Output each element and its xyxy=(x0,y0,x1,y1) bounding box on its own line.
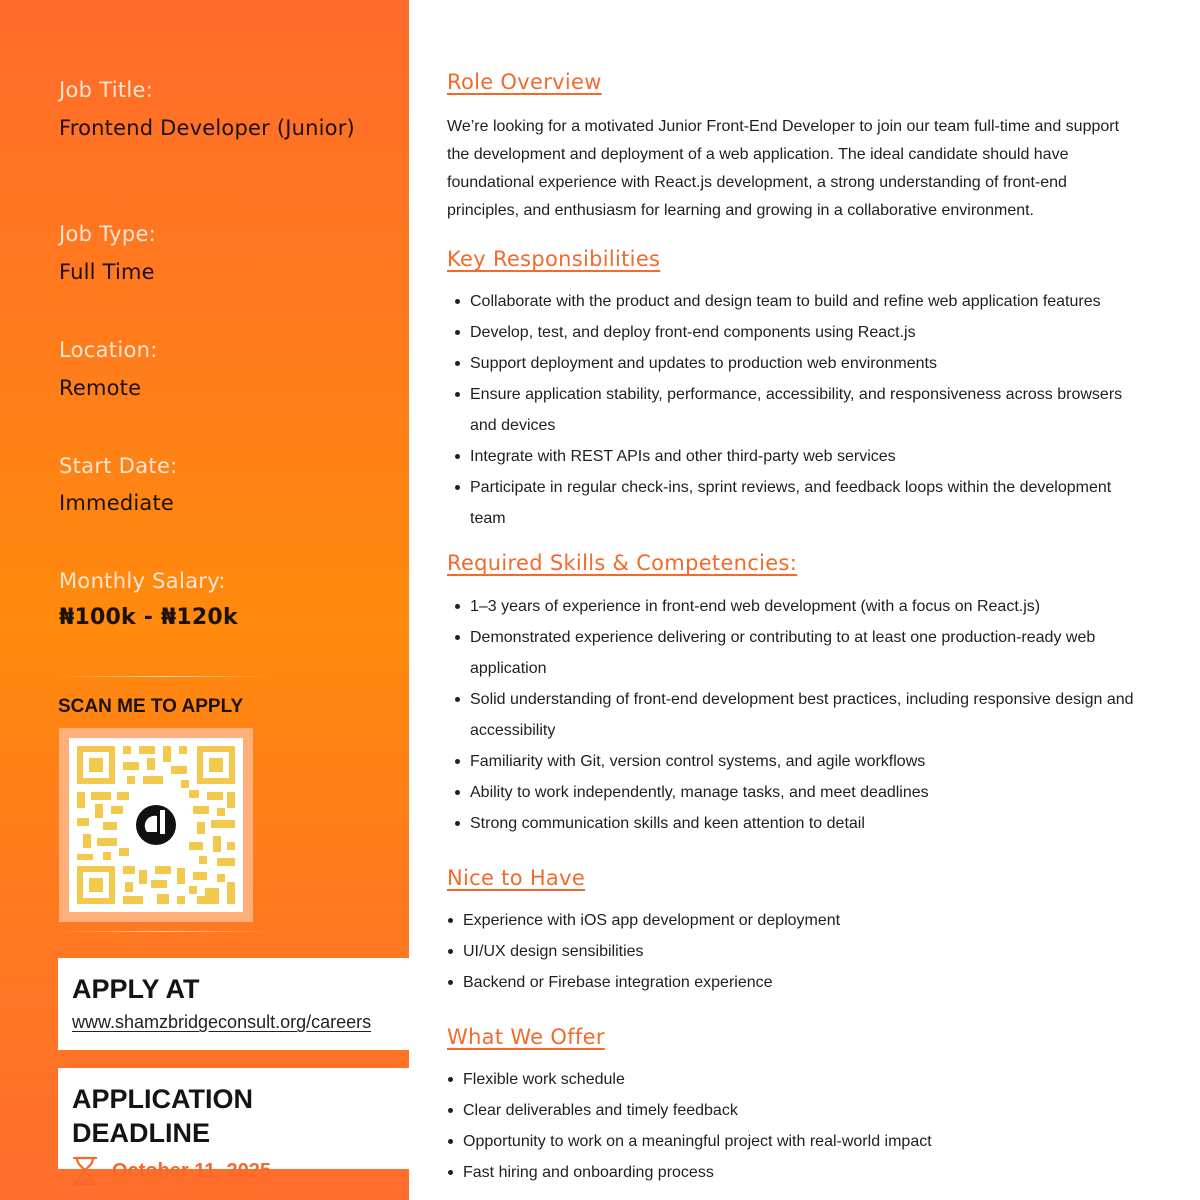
job-description xyxy=(447,0,1167,1200)
qr-code-frame[interactable] xyxy=(59,728,253,922)
list-item: Demonstrated experience delivering or contributing to at least one production-ready web application xyxy=(470,622,1150,684)
deadline-date: October 11, 2025 xyxy=(112,1159,271,1182)
apply-at-box xyxy=(58,958,409,1050)
list-item: Develop, test, and deploy front-end components using React.js xyxy=(470,317,1150,348)
salary-value: ₦100k - ₦120k xyxy=(59,605,238,630)
list-item: Flexible work schedule xyxy=(463,1064,1143,1095)
apply-at-title: APPLY AT xyxy=(72,974,200,1004)
list-item: Participate in regular check-ins, sprint reviews, and feedback loops within the development team xyxy=(470,472,1150,534)
salary-label: Monthly Salary: xyxy=(59,569,226,593)
list-item: Opportunity to work on a meaningful project with real-world impact xyxy=(463,1126,1143,1157)
location-value: Remote xyxy=(59,376,142,400)
responsibilities-list xyxy=(470,286,1150,534)
nice-to-have-list xyxy=(463,905,1143,998)
deadline-row xyxy=(72,1156,395,1186)
list-item: 1–3 years of experience in front-end web development (with a focus on React.js) xyxy=(470,591,1150,622)
list-item: Strong communication skills and keen attention to detail xyxy=(470,808,1150,839)
job-title-value: Frontend Developer (Junior) xyxy=(59,116,355,140)
nice-to-have-heading: Nice to Have xyxy=(447,866,586,890)
list-item: Backend or Firebase integration experience xyxy=(463,967,1143,998)
deadline-box xyxy=(58,1068,409,1182)
list-item: Fast hiring and onboarding process xyxy=(463,1157,1143,1188)
job-title-label: Job Title: xyxy=(59,78,154,102)
responsibilities-heading: Key Responsibilities xyxy=(447,247,661,271)
role-overview-heading: Role Overview xyxy=(447,70,602,94)
list-item: Support deployment and updates to production web environments xyxy=(470,348,1150,379)
sidebar-divider-bottom xyxy=(58,931,268,932)
list-item: Solid understanding of front-end development best practices, including responsive design and accessibility xyxy=(470,684,1150,746)
sidebar-divider-top xyxy=(58,676,268,677)
job-info-sidebar xyxy=(0,0,409,1200)
list-item: Clear deliverables and timely feedback xyxy=(463,1095,1143,1126)
skills-list xyxy=(470,591,1150,839)
skills-heading: Required Skills & Competencies: xyxy=(447,551,798,575)
qr-code-graphic xyxy=(77,746,235,904)
list-item: Collaborate with the product and design team to build and refine web application features xyxy=(470,286,1150,317)
what-we-offer-heading: What We Offer xyxy=(447,1025,605,1049)
location-label: Location: xyxy=(59,338,158,362)
list-item: Ability to work independently, manage tasks, and meet deadlines xyxy=(470,777,1150,808)
list-item: Familiarity with Git, version control systems, and agile workflows xyxy=(470,746,1150,777)
what-we-offer-list xyxy=(463,1064,1143,1188)
job-type-label: Job Type: xyxy=(59,222,157,246)
list-item: Ensure application stability, performance, accessibility, and responsiveness across browsers and devices xyxy=(470,379,1150,441)
role-overview-text: We’re looking for a motivated Junior Front-End Developer to join our team full-time and support the development and deployment of a web application. The ideal candidate should have foundational experience with React.js development, a strong understanding of front-end principles, and enthusiasm for learning and growing in a collaborative environment. xyxy=(447,118,1120,219)
start-date-value: Immediate xyxy=(59,491,175,515)
scan-to-apply-label: SCAN ME TO APPLY xyxy=(58,696,244,717)
list-item: Experience with iOS app development or deployment xyxy=(463,905,1143,936)
list-item: Integrate with REST APIs and other third-party web services xyxy=(470,441,1150,472)
deadline-title: APPLICATION DEADLINE xyxy=(72,1084,253,1148)
hourglass-icon xyxy=(72,1156,98,1186)
job-type-value: Full Time xyxy=(59,260,155,284)
start-date-label: Start Date: xyxy=(59,454,178,478)
careers-link[interactable]: www.shamzbridgeconsult.org/careers xyxy=(72,1012,372,1032)
qr-code-icon[interactable] xyxy=(69,738,243,912)
list-item: UI/UX design sensibilities xyxy=(463,936,1143,967)
